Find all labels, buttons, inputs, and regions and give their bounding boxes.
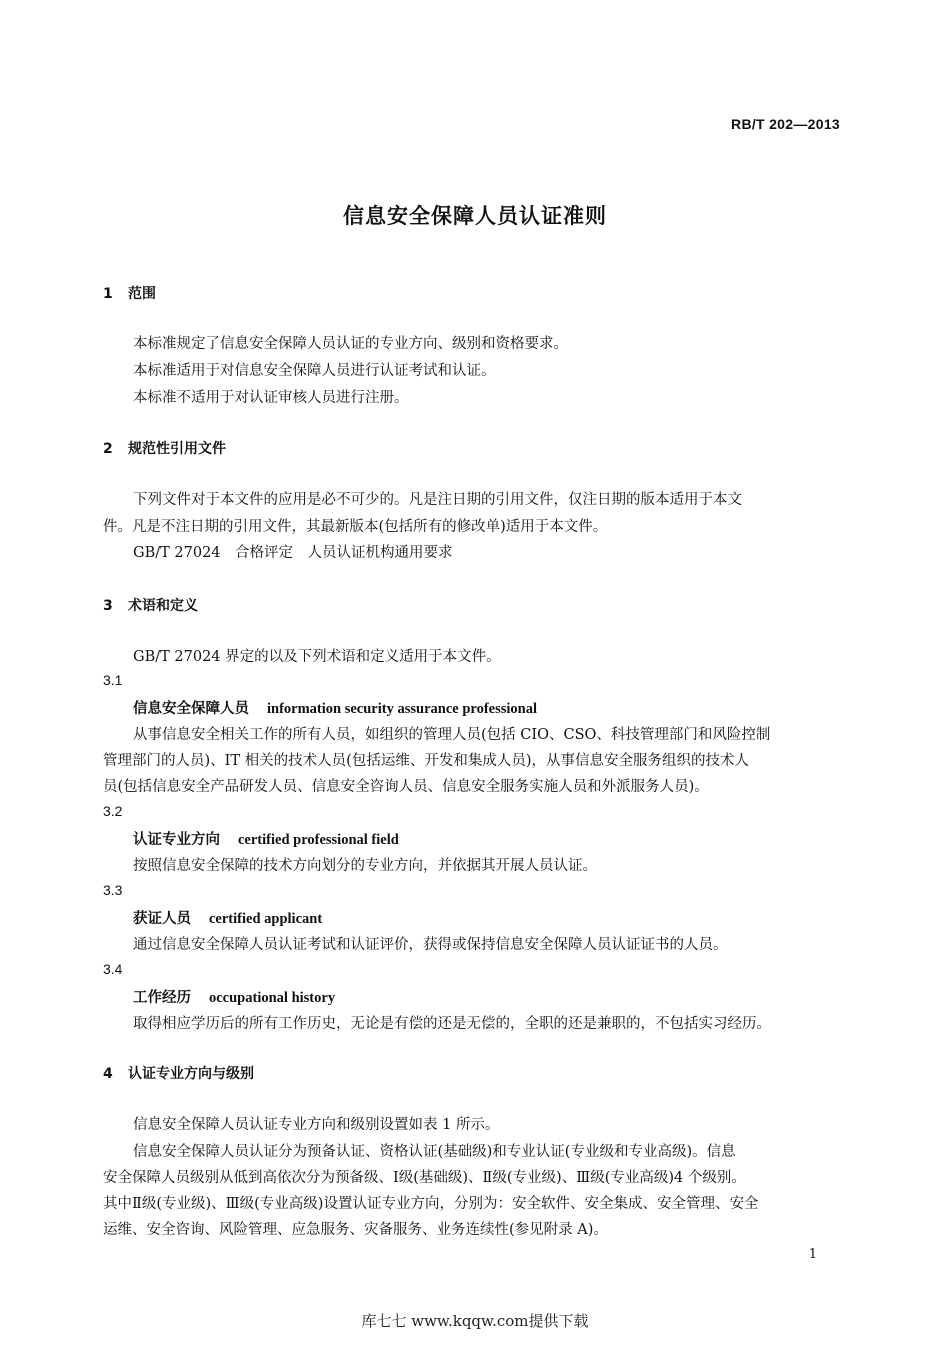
definition-line: 通过信息安全保障人员认证考试和认证评价，获得或保持信息安全保障人员认证证书的人员。 [133, 937, 728, 953]
paragraph-line: 运维、安全咨询、风险管理、应急服务、灾备服务、业务连续性(参见附录 A)。 [103, 1222, 608, 1238]
paragraph-line: 安全保障人员级别从低到高依次分为预备级、Ⅰ级(基础级)、Ⅱ级(专业级)、Ⅲ级(专业高级)4 个级别。 [103, 1170, 746, 1186]
document-title: 信息安全保障人员认证准则 [343, 204, 607, 228]
term-heading [133, 828, 399, 849]
term-english: occupational history [209, 990, 336, 1006]
download-footer: 库七七 www.kqqw.com提供下载 [361, 1312, 589, 1330]
section-title: 术语和定义 [128, 598, 198, 614]
definition-line: 按照信息安全保障的技术方向划分的专业方向，并依据其开展人员认证。 [133, 858, 597, 874]
term-english: certified applicant [209, 911, 323, 927]
term-heading [133, 697, 537, 718]
definition-line: 员(包括信息安全产品研发人员、信息安全咨询人员、信息安全服务实施人员和外派服务人员)。 [103, 779, 709, 795]
term-number: 3.4 [103, 961, 123, 977]
paragraph: 本标准适用于对信息安全保障人员进行认证考试和认证。 [133, 363, 496, 379]
section-number: 2 [103, 441, 113, 457]
paragraph-line: 信息安全保障人员认证分为预备认证、资格认证(基础级)和专业认证(专业级和专业高级)。信息 [133, 1144, 736, 1160]
page-number: 1 [808, 1247, 817, 1262]
section-heading-1 [103, 283, 156, 303]
section-number: 4 [103, 1066, 113, 1082]
paragraph-line: 其中Ⅱ级(专业级)、Ⅲ级(专业高级)设置认证专业方向，分别为：安全软件、安全集成、安全管理、安全 [103, 1196, 759, 1212]
term-chinese: 信息安全保障人员 [133, 701, 249, 717]
section-title: 规范性引用文件 [128, 441, 226, 457]
term-chinese: 工作经历 [133, 990, 191, 1006]
section-number: 1 [103, 286, 113, 302]
paragraph-line: 件。凡是不注日期的引用文件，其最新版本(包括所有的修改单)适用于本文件。 [103, 519, 608, 535]
term-heading [133, 986, 335, 1007]
paragraph-line: 下列文件对于本文件的应用是必不可少的。凡是注日期的引用文件，仅注日期的版本适用于本文 [133, 492, 742, 508]
term-english: information security assurance professional [267, 701, 537, 717]
paragraph: GB/T 27024 界定的以及下列术语和定义适用于本文件。 [133, 649, 501, 665]
paragraph: 本标准不适用于对认证审核人员进行注册。 [133, 390, 409, 406]
section-title: 范围 [128, 286, 156, 302]
standard-code: RB/T 202—2013 [731, 116, 840, 132]
term-chinese: 获证人员 [133, 911, 191, 927]
term-english: certified professional field [238, 832, 399, 848]
term-number: 3.2 [103, 803, 123, 819]
term-number: 3.3 [103, 882, 123, 898]
definition-line: 管理部门的人员)、IT 相关的技术人员(包括运维、开发和集成人员)，从事信息安全服务组织的技术人 [103, 753, 749, 769]
paragraph: 本标准规定了信息安全保障人员认证的专业方向、级别和资格要求。 [133, 336, 568, 352]
normative-reference: GB/T 27024 合格评定 人员认证机构通用要求 [133, 545, 453, 561]
term-chinese: 认证专业方向 [133, 832, 220, 848]
term-number: 3.1 [103, 672, 123, 688]
paragraph: 信息安全保障人员认证专业方向和级别设置如表 1 所示。 [133, 1117, 500, 1133]
term-heading [133, 907, 322, 928]
section-heading-4 [103, 1063, 254, 1083]
section-number: 3 [103, 598, 113, 614]
section-heading-3 [103, 595, 198, 615]
definition-line: 取得相应学历后的所有工作历史，无论是有偿的还是无偿的，全职的还是兼职的，不包括实习经历。 [133, 1016, 771, 1032]
section-heading-2 [103, 438, 226, 458]
definition-line: 从事信息安全相关工作的所有人员，如组织的管理人员(包括 CIO、CSO、科技管理部门和风险控制 [133, 727, 771, 743]
section-title: 认证专业方向与级别 [128, 1066, 254, 1082]
